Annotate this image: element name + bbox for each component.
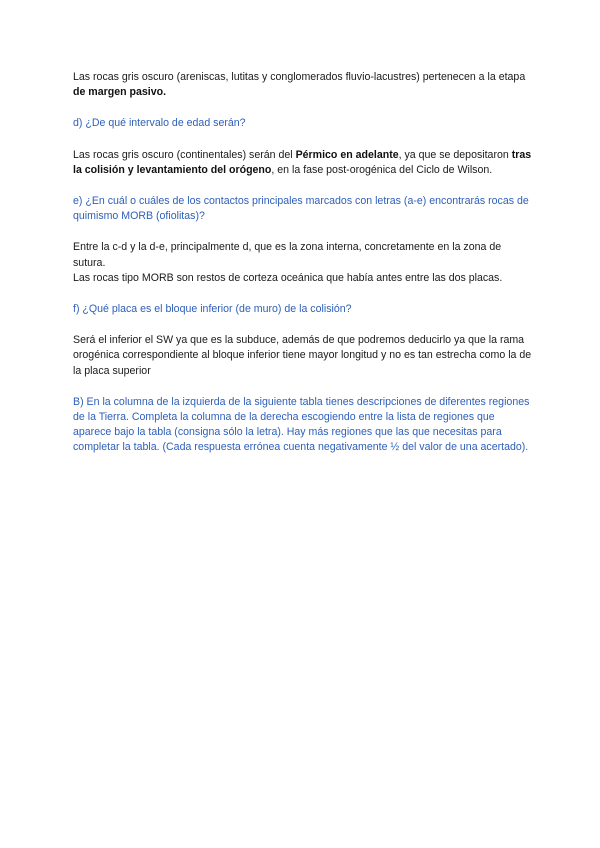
answer-text: , en la fase post-orogénica del Ciclo de Wilson. [271, 163, 493, 176]
answer-text: , ya que se depositaron [398, 148, 512, 161]
question-d: d) ¿De qué intervalo de edad serán? [73, 117, 246, 130]
question-e: e) ¿En cuál o cuáles de los contactos principales marcados con letras (a-e) encontrarás rocas de quimismo MORB (ofiolitas)? [73, 195, 529, 223]
answer-text: Las rocas gris oscuro (continentales) serán del [73, 148, 296, 161]
question-f: f) ¿Qué placa es el bloque inferior (de muro) de la colisión? [73, 303, 352, 316]
answer-bold-text: de margen pasivo. [73, 86, 167, 99]
question-b: B) En la columna de la izquierda de la siguiente tabla tienes descripciones de diferentes regiones de la Tierra. Completa la columna de la derecha escogiendo entre la lista de regiones que aparece bajo la tabla (consigna sólo la letra). Hay más regiones que las que necesitas para completar la tabla. (Cada respuesta errónea cuenta negativamente ½ del valor de una acertado). [73, 395, 530, 454]
document-content [73, 70, 533, 456]
answer-paragraph-c [73, 70, 533, 100]
answer-bold-text: Pérmico en adelante [295, 148, 399, 161]
answer-paragraph-e-line1: Entre la c-d y la d-e, principalmente d, que es la zona interna, concretamente en la zona de sutura. [73, 241, 502, 269]
answer-paragraph-f: Será el inferior el SW ya que es la subduce, además de que podremos deducirlo ya que la rama orogénica correspondiente al bloque inferior tiene mayor longitud y no es tan estrecha como la de la placa superior [73, 334, 532, 377]
answer-bold-text: tras la colisión y levantamiento del orógeno [73, 148, 532, 176]
answer-paragraph-e-line2: Las rocas tipo MORB son restos de corteza oceánica que había antes entre las dos placas. [73, 271, 503, 284]
answer-paragraph-d [73, 148, 533, 178]
answer-text: Las rocas gris oscuro (areniscas, lutitas y conglomerados fluvio-lacustres) pertenecen a la etapa [73, 71, 526, 83]
